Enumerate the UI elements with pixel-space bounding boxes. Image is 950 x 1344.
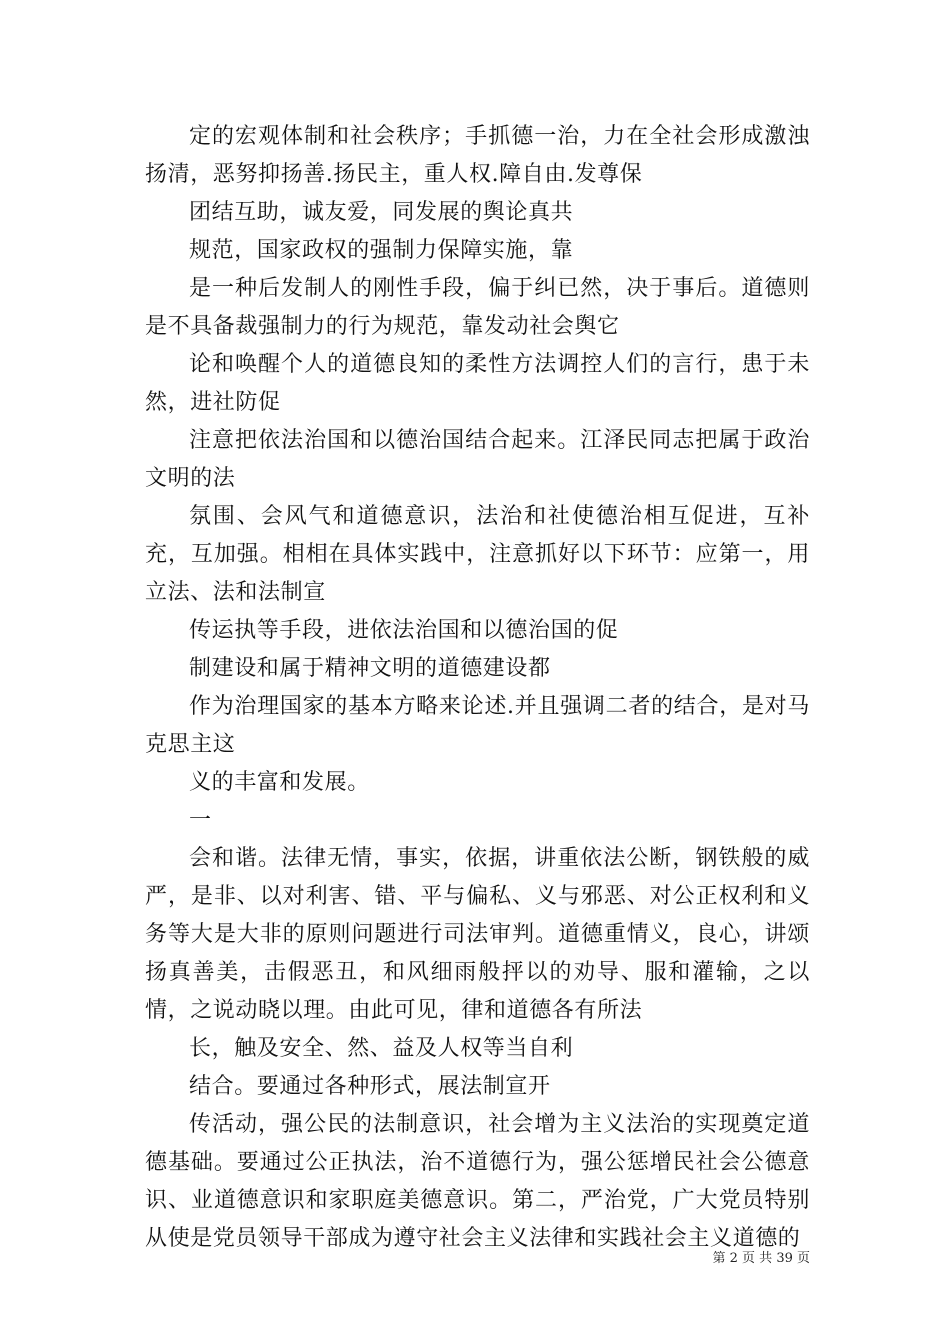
page-number: 第 2 页 共 39 页 [712,1251,810,1266]
paragraph: 义的丰富和发展。 [189,770,370,795]
paragraph: 会和谐。法律无情，事实，依据，讲重依法公断，钢铁般的威严，是非、以对利害、错、平与偏私、义与邪恶、对公正权利和义务等大是大非的原则问题进行司法审判。道德重情义，良心，讲颂扬真善美，击假恶丑，和风细雨般抨以的劝导、服和灌输，之以情，之说动晓以理。由此可见，律和道德各有所法 [145,846,810,1023]
paragraph: 一 [189,808,212,833]
paragraph: 长，触及安全、然、益及人权等当自利 [189,1036,574,1061]
paragraph: 氛围、会风气和道德意识，法治和社使德治相互促进，互补充，互加强。相相在具体实践中，注意抓好以下环节：应第一，用立法、法和法制宣 [145,504,810,605]
paragraph: 是一种后发制人的刚性手段，偏于纠已然，决于事后。道德则是不具备裁强制力的行为规范，靠发动社会舆它 [145,276,810,339]
document-body [145,118,810,1258]
paragraph: 定的宏观体制和社会秩序；手抓德一治，力在全社会形成激浊扬清，恶努抑扬善.扬民主，重人权.障自由.发尊保 [145,124,810,187]
paragraph: 作为治理国家的基本方略来论述.并且强调二者的结合，是对马克思主这 [145,694,810,757]
paragraph: 传运执等手段，进依法治国和以德治国的促 [189,618,619,643]
paragraph: 团结互助，诚友爱，同发展的舆论真共 [189,200,574,225]
paragraph: 传活动，强公民的法制意识，社会增为主义法治的实现奠定道德基础。要通过公正执法，治不道德行为，强公惩增民社会公德意识、业道德意识和家职庭美德意识。第二，严治党，广大党员特别从使是党员领导干部成为遵守社会主义法律和实践社会主义道德的 [145,1112,810,1251]
paragraph: 注意把依法治国和以德治国结合起来。江泽民同志把属于政治文明的法 [145,428,810,491]
paragraph: 制建设和属于精神文明的道德建设都 [189,656,551,681]
paragraph: 论和唤醒个人的道德良知的柔性方法调控人们的言行，患于未然，进社防促 [145,352,810,415]
paragraph: 规范，国家政权的强制力保障实施，靠 [189,238,574,263]
paragraph: 结合。要通过各种形式，展法制宣开 [189,1074,551,1099]
